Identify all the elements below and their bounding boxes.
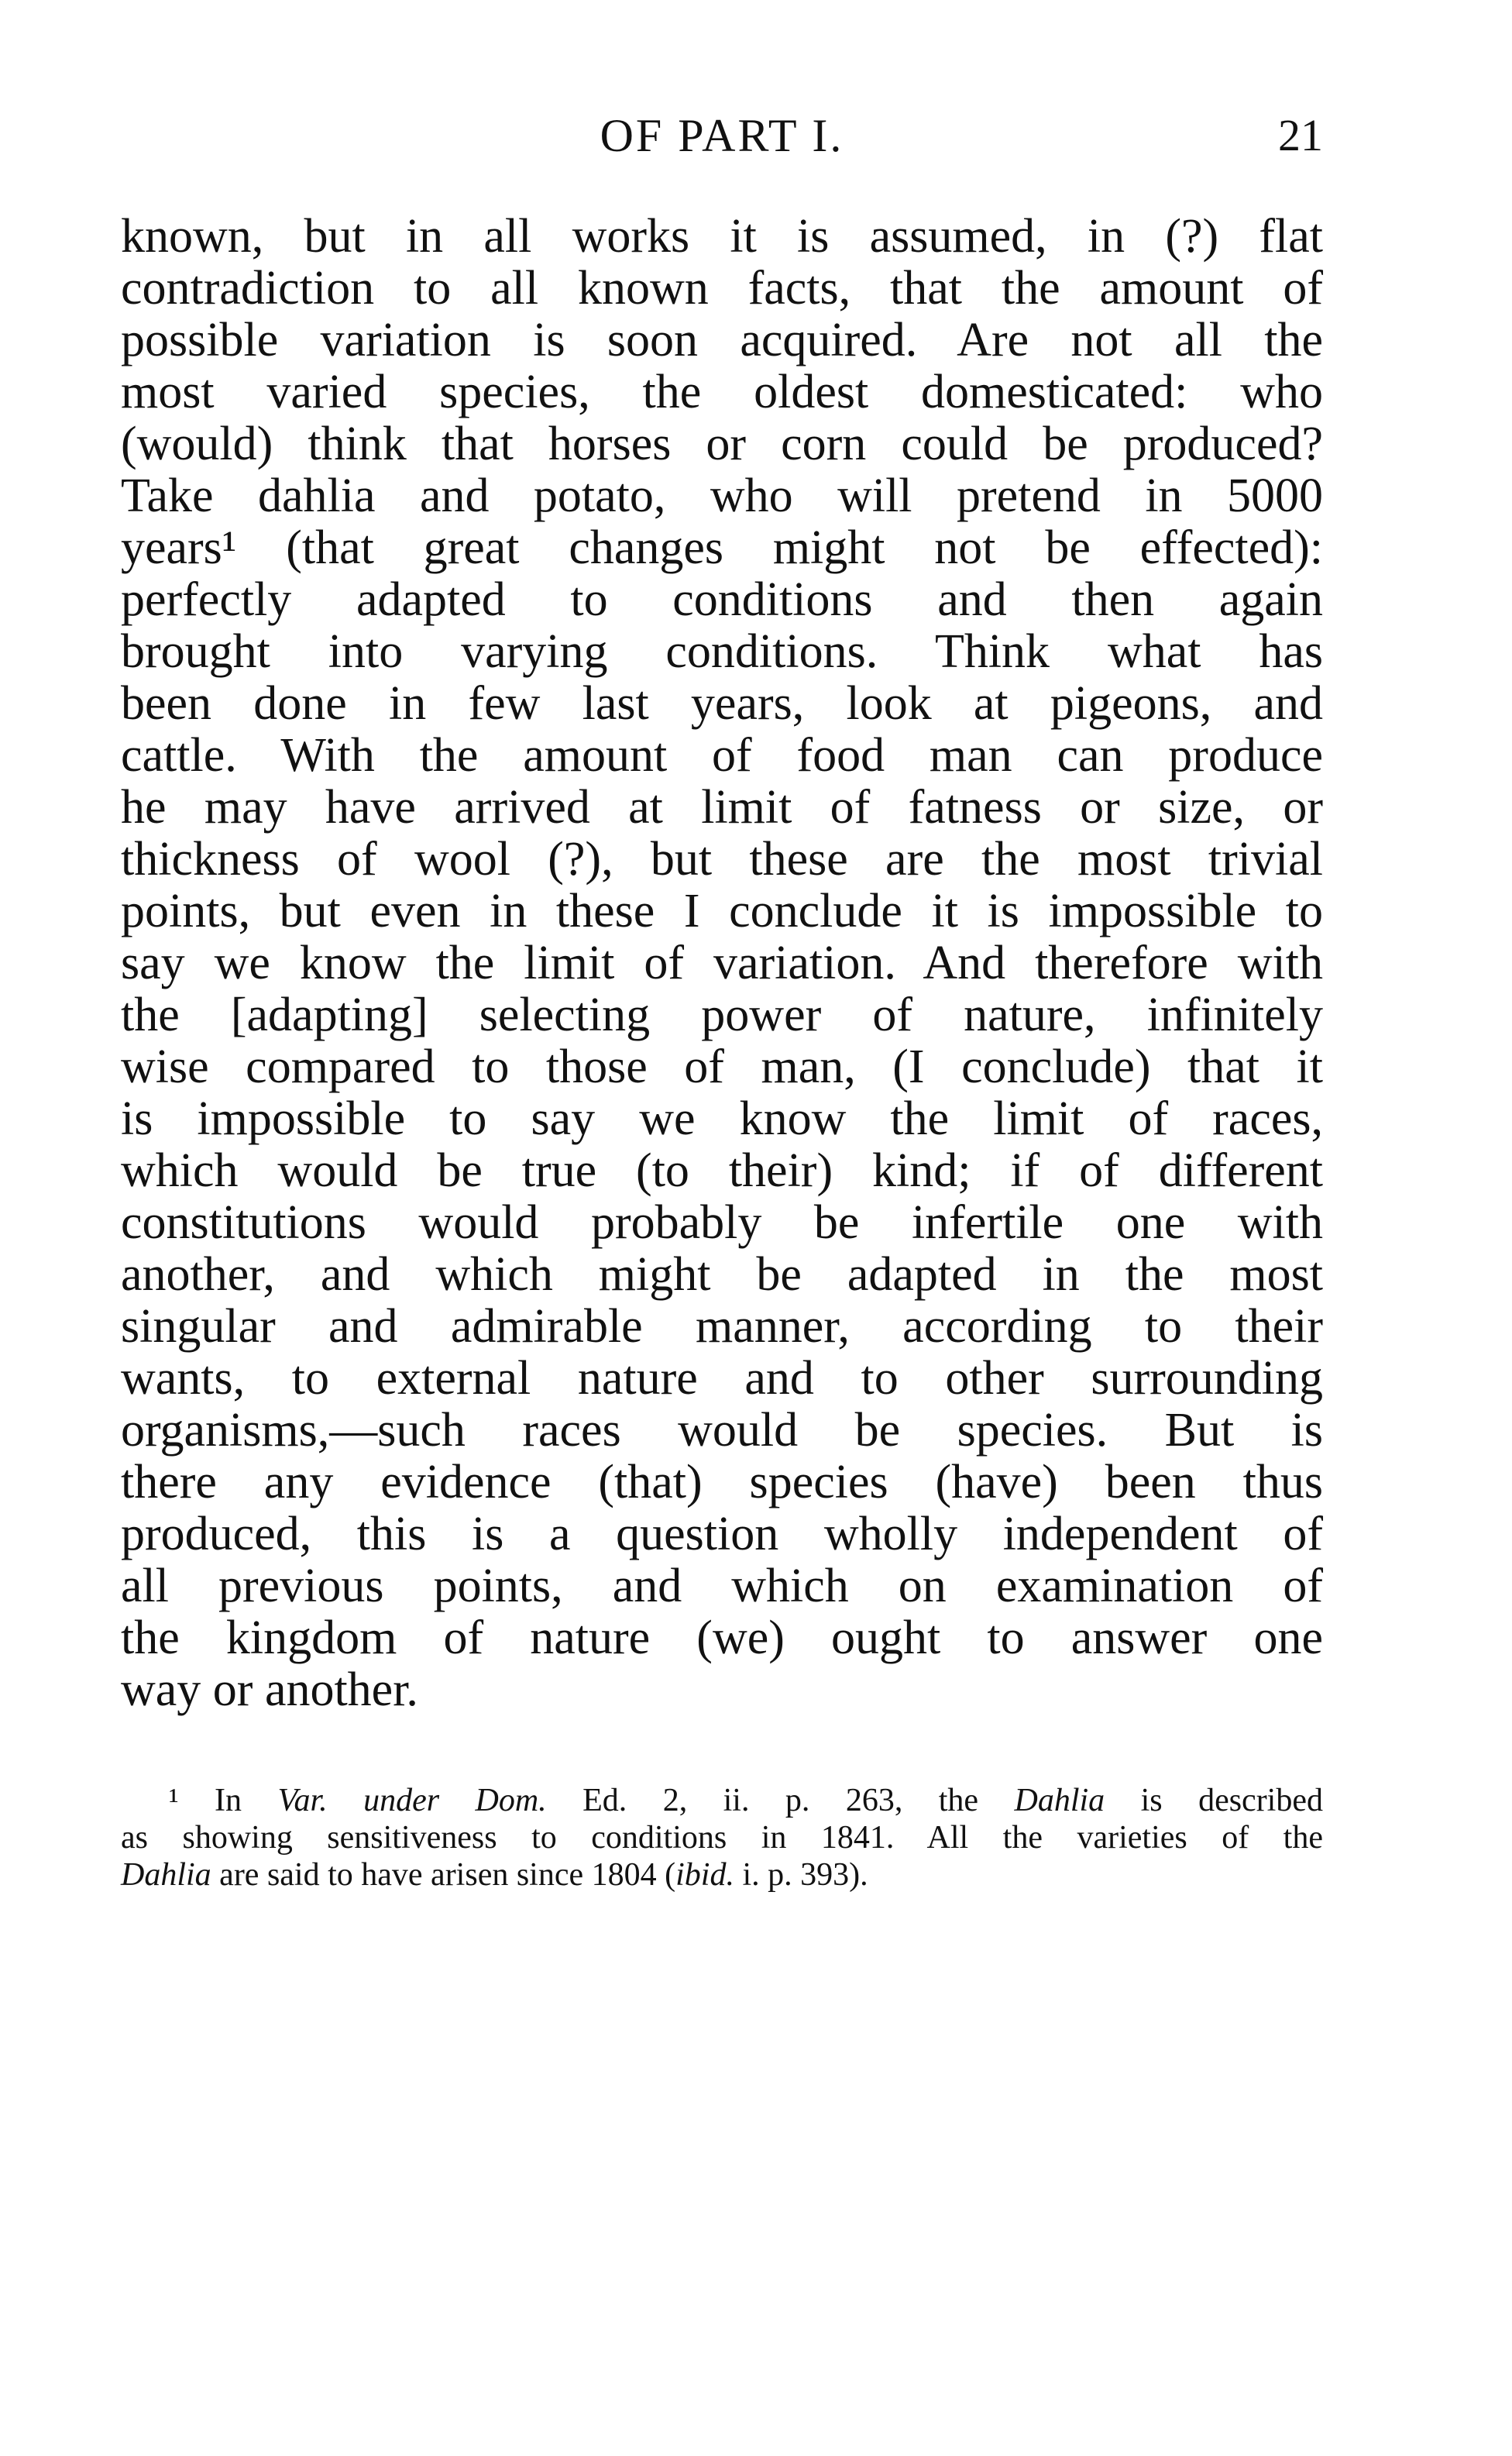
text-line: there any evidence (that) species (have) been thus xyxy=(121,1456,1323,1508)
text-line: organisms,—such races would be species. But is xyxy=(121,1404,1323,1457)
footnote-line: as showing sensitiveness to conditions in 1841. All the varieties of the xyxy=(121,1820,1323,1856)
footnote-line xyxy=(121,1856,1323,1894)
footnote-citation-title: Var. under Dom. xyxy=(277,1783,547,1818)
page-number: 21 xyxy=(1278,110,1323,160)
footnote-text: is described xyxy=(1105,1783,1323,1818)
text-line: Take dahlia and potato, who will pretend in 5000 xyxy=(121,470,1323,522)
text-line: wants, to external nature and to other surrounding xyxy=(121,1352,1323,1405)
text-line: cattle. With the amount of food man can produce xyxy=(121,729,1323,782)
text-line: possible variation is soon acquired. Are not all the xyxy=(121,314,1323,366)
text-line: wise compared to those of man, (I conclude) that it xyxy=(121,1041,1323,1093)
footnote xyxy=(121,1782,1323,1894)
footnote-plant-name: Dahlia xyxy=(1014,1783,1105,1818)
footnote-text: Ed. 2, ii. p. 263, the xyxy=(546,1783,1015,1818)
text-line: contradiction to all known facts, that the amount of xyxy=(121,262,1323,315)
text-line: the [adapting] selecting power of nature, infinitely xyxy=(121,989,1323,1041)
text-line: way or another. xyxy=(121,1663,418,1716)
text-line: perfectly adapted to conditions and then again xyxy=(121,573,1323,626)
footnote-plant-name: Dahlia xyxy=(121,1857,211,1893)
text-line: he may have arrived at limit of fatness or size, or xyxy=(121,781,1323,834)
text-line: years¹ (that great changes might not be effected): xyxy=(121,521,1323,574)
text-line: most varied species, the oldest domesticated: who xyxy=(121,366,1323,418)
text-line: known, but in all works it is assumed, in (?) flat xyxy=(121,210,1323,263)
text-line: been done in few last years, look at pigeons, and xyxy=(121,677,1323,730)
text-line: which would be true (to their) kind; if of different xyxy=(121,1144,1323,1197)
running-title: OF PART I. xyxy=(600,110,844,161)
footnote-ibid: ibid. xyxy=(675,1857,734,1893)
running-head xyxy=(121,108,1323,163)
footnote-marker: ¹ xyxy=(169,1783,179,1818)
body-text xyxy=(121,211,1323,1716)
text-line: (would) think that horses or corn could be produced? xyxy=(121,418,1323,470)
footnote-text: In xyxy=(215,1783,278,1818)
footnote-line xyxy=(121,1782,1323,1819)
footnote-text: are said to have arisen since 1804 ( xyxy=(211,1857,676,1893)
text-line: all previous points, and which on examination of xyxy=(121,1560,1323,1612)
text-line: singular and admirable manner, according to their xyxy=(121,1300,1323,1353)
text-line: say we know the limit of variation. And therefore with xyxy=(121,937,1323,989)
text-line: thickness of wool (?), but these are the most trivial xyxy=(121,833,1323,886)
footnote-text: i. p. 393). xyxy=(734,1857,868,1893)
text-line: is impossible to say we know the limit of races, xyxy=(121,1092,1323,1145)
text-line: constitutions would probably be infertile one with xyxy=(121,1196,1323,1249)
text-line: points, but even in these I conclude it is impossible to xyxy=(121,885,1323,937)
text-line: produced, this is a question wholly independent of xyxy=(121,1508,1323,1560)
text-line: the kingdom of nature (we) ought to answer one xyxy=(121,1612,1323,1664)
text-line: brought into varying conditions. Think what has xyxy=(121,625,1323,678)
text-line: another, and which might be adapted in the most xyxy=(121,1248,1323,1301)
